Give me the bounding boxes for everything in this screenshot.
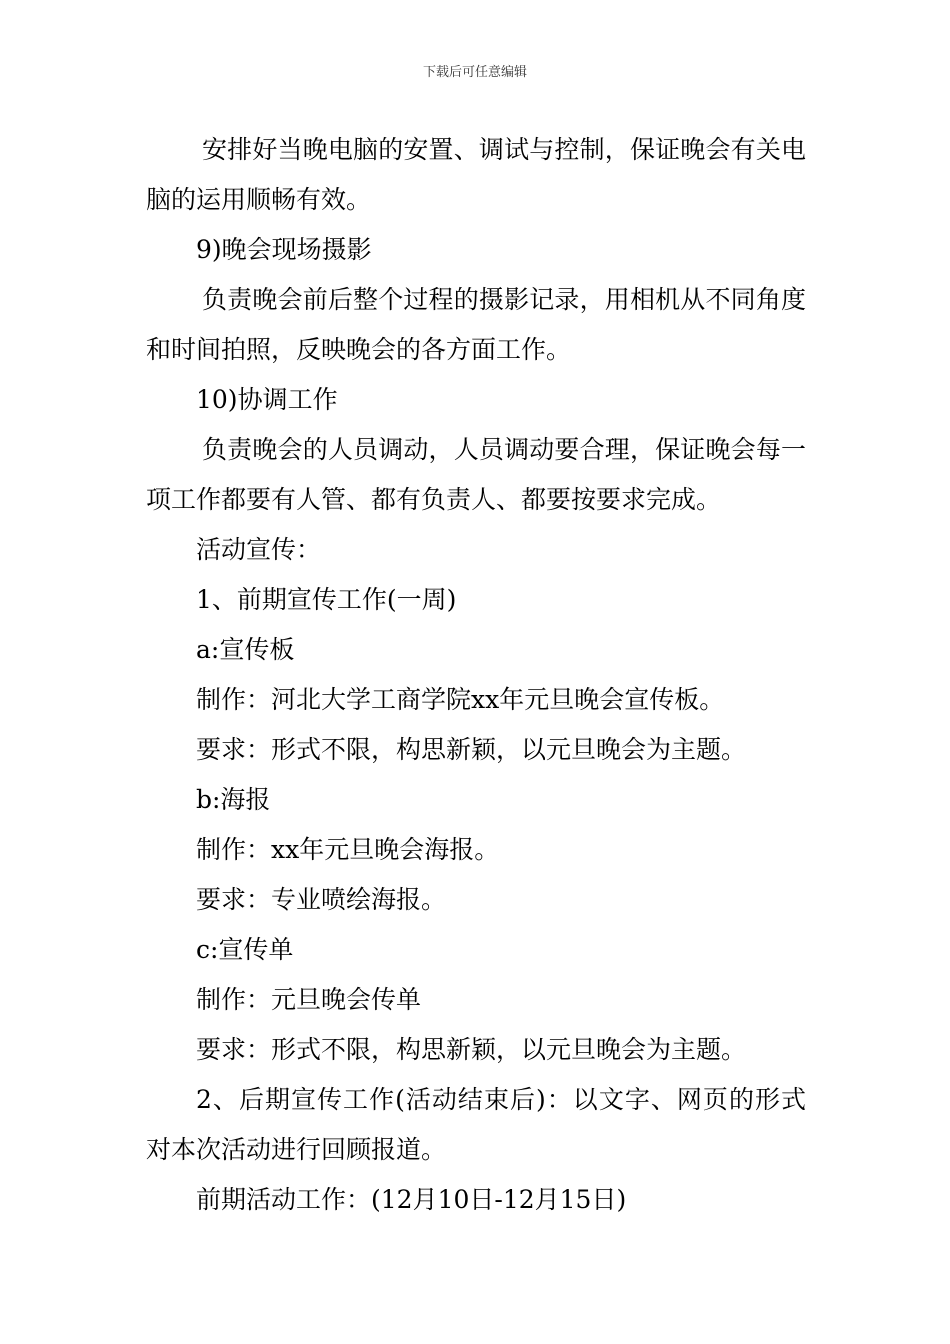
paragraph-post-publicity: 2、后期宣传工作(活动结束后)：以文字、网页的形式对本次活动进行回顾报道。 [146, 1085, 806, 1164]
item-b-requirement: 要求：专业喷绘海报。 [196, 885, 447, 914]
heading-pre-activity-schedule: 前期活动工作：(12月10日-12月15日) [196, 1185, 627, 1214]
item-c-production: 制作：元旦晚会传单 [196, 985, 422, 1014]
page-header: 下载后可任意编辑 [422, 65, 527, 80]
paragraph-computer-setup: 安排好当晚电脑的安置、调试与控制，保证晚会有关电脑的运用顺畅有效。 [146, 135, 806, 214]
item-b-poster: b:海报 [196, 785, 271, 814]
item-c-requirement: 要求：形式不限，构思新颖，以元旦晚会为主题。 [196, 1035, 747, 1064]
heading-onsite-photography: 9)晚会现场摄影 [196, 235, 372, 264]
document-body [146, 125, 806, 1225]
item-c-flyer: c:宣传单 [196, 935, 294, 964]
item-a-board: a:宣传板 [196, 635, 295, 664]
paragraph-photography-duty: 负责晚会前后整个过程的摄影记录，用相机从不同角度和时间拍照，反映晚会的各方面工作。 [146, 285, 806, 364]
heading-coordination: 10)协调工作 [196, 385, 338, 414]
item-b-production: 制作：xx年元旦晚会海报。 [196, 835, 500, 864]
paragraph-coordination-duty: 负责晚会的人员调动，人员调动要合理，保证晚会每一项工作都要有人管、都有负责人、都要按要求完成。 [146, 435, 806, 514]
heading-pre-publicity: 1、前期宣传工作(一周) [196, 585, 457, 614]
item-a-requirement: 要求：形式不限，构思新颖，以元旦晚会为主题。 [196, 735, 747, 764]
heading-publicity: 活动宣传： [196, 535, 322, 564]
item-a-production: 制作：河北大学工商学院xx年元旦晚会宣传板。 [196, 685, 725, 714]
